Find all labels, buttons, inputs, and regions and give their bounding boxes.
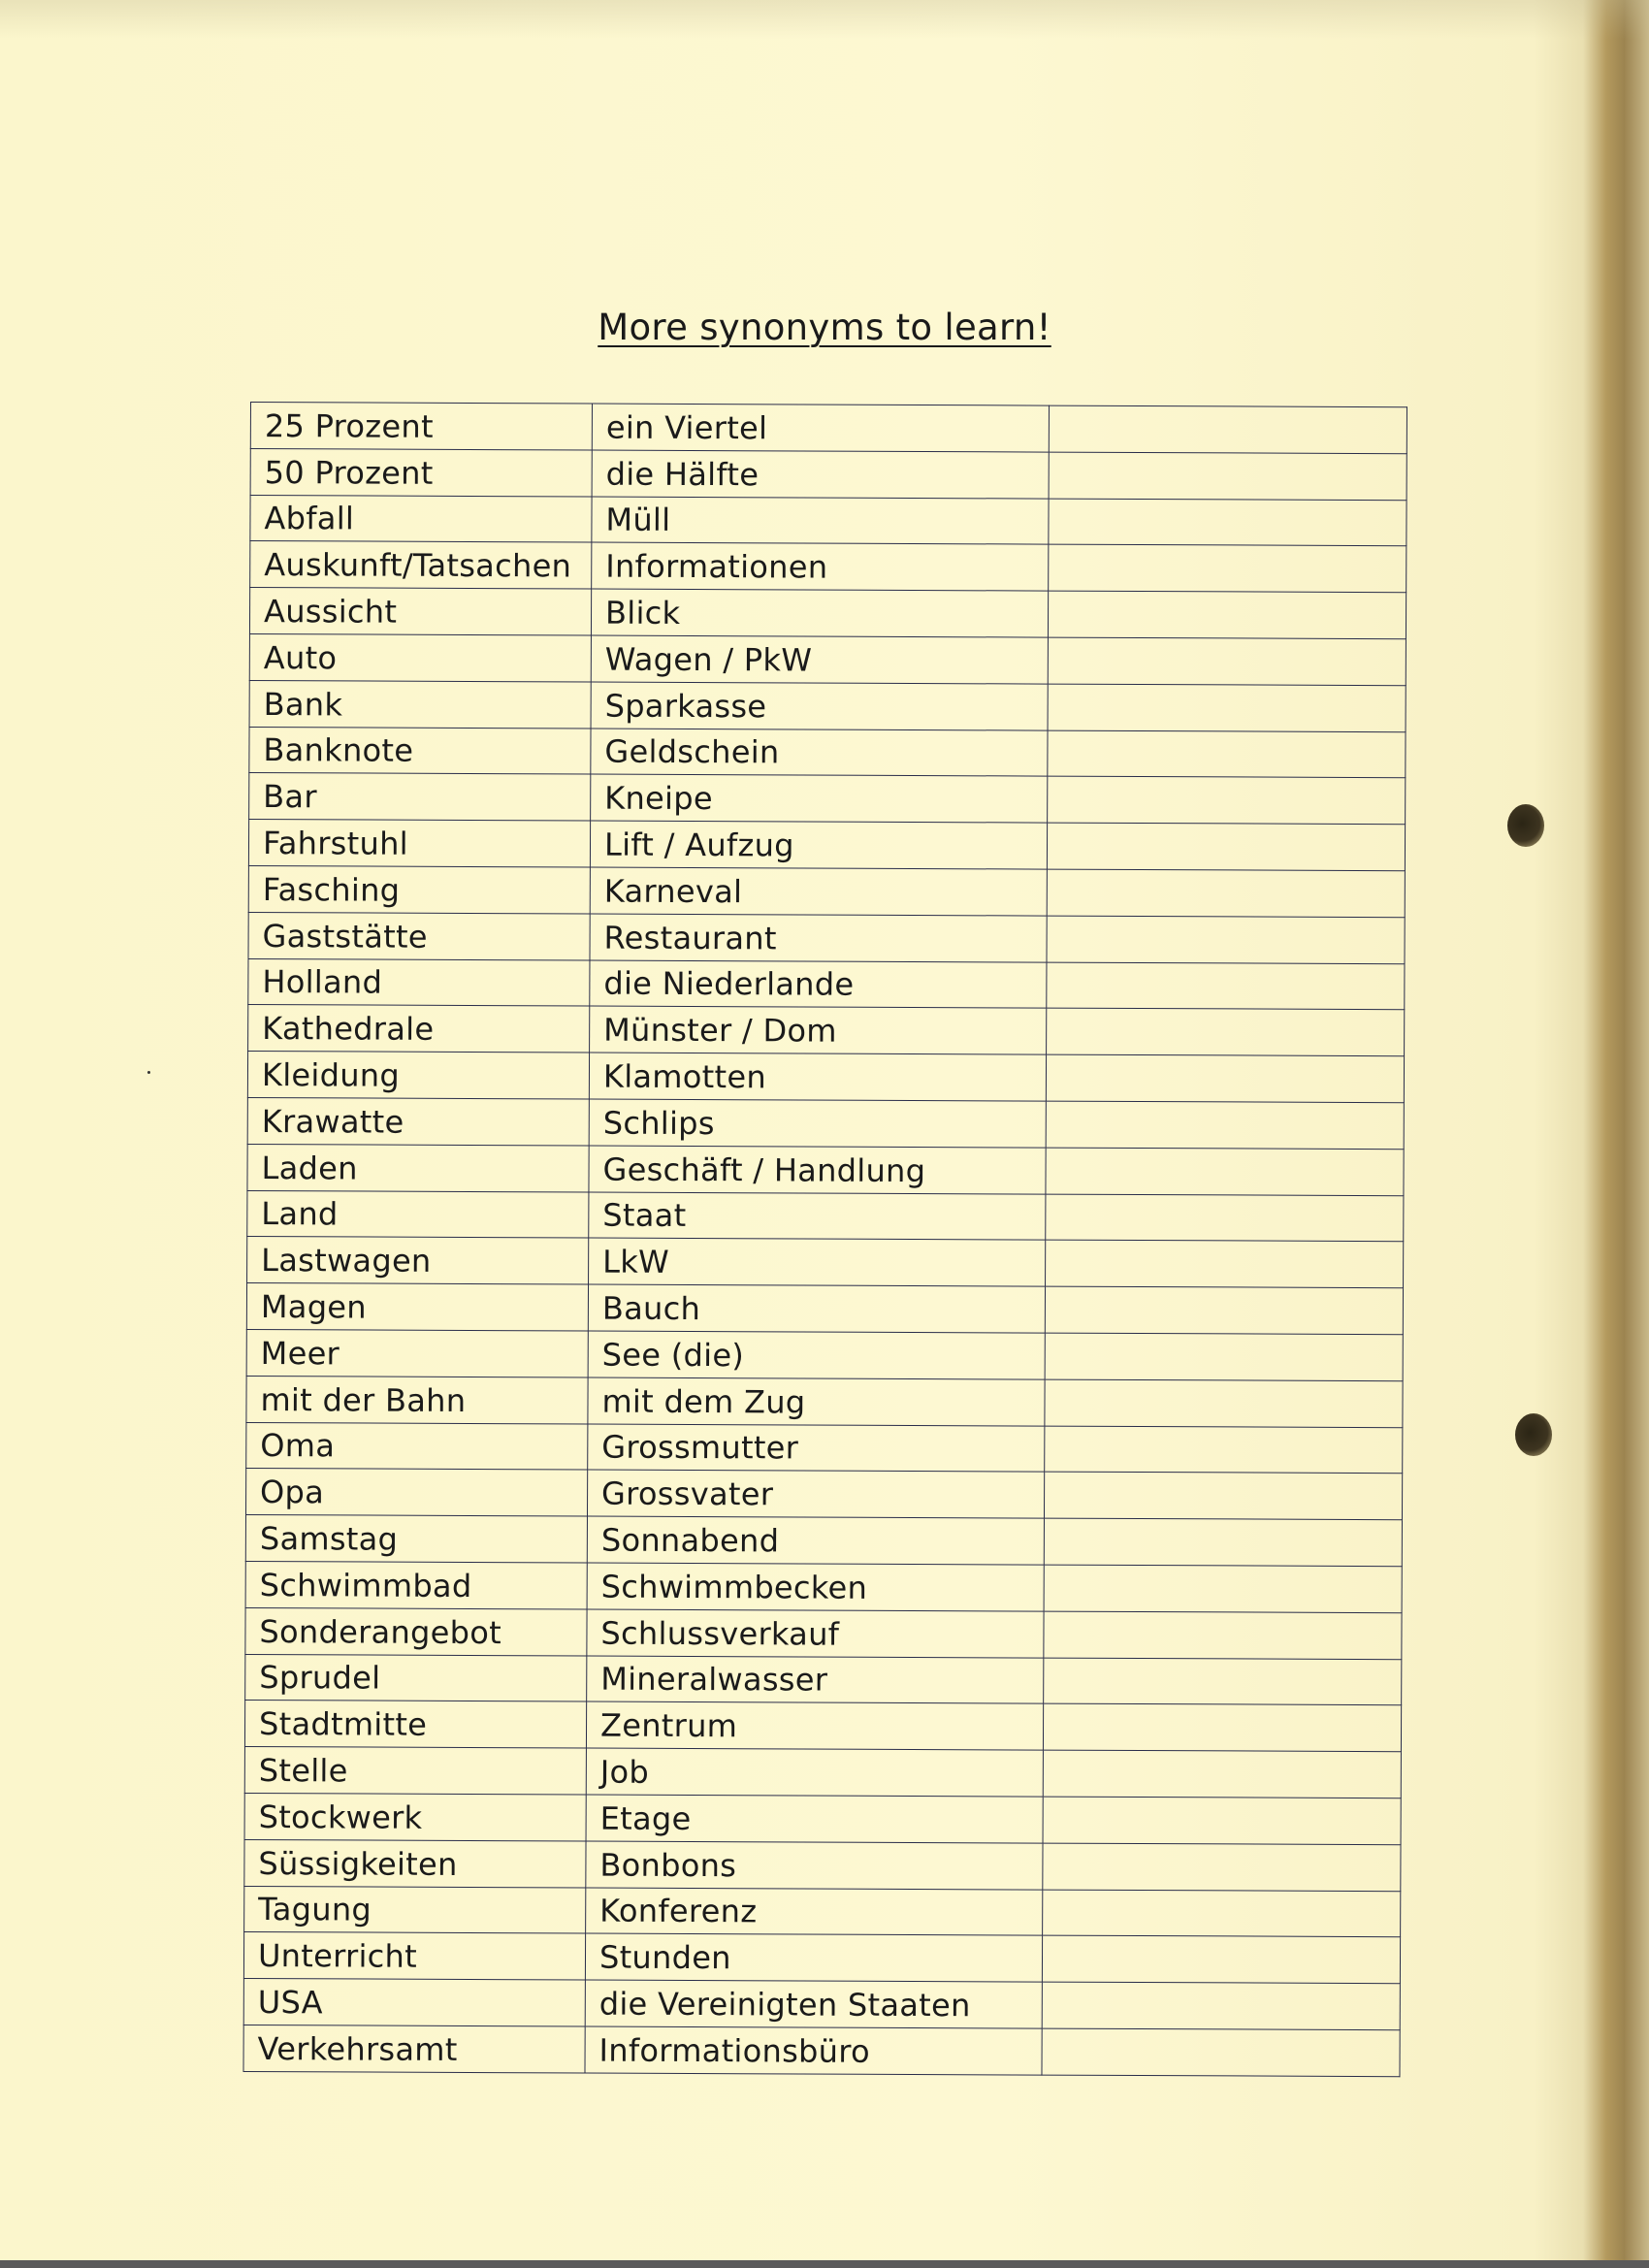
word-cell: Meer: [246, 1329, 588, 1377]
word-cell: Auto: [249, 633, 591, 681]
blank-cell: [1045, 1379, 1403, 1427]
blank-cell: [1044, 1565, 1402, 1612]
word-cell: Gaststätte: [248, 912, 590, 959]
word-cell: Samstag: [245, 1515, 587, 1563]
blank-cell: [1048, 637, 1406, 685]
word-cell: Stadtmitte: [244, 1701, 586, 1748]
synonym-cell: Bauch: [588, 1284, 1045, 1333]
word-cell: Unterricht: [243, 1932, 585, 1980]
word-cell: Laden: [247, 1144, 589, 1191]
synonym-cell: Müll: [592, 497, 1049, 545]
word-cell: Sprudel: [245, 1654, 587, 1701]
table-row: [247, 1052, 1404, 1103]
scan-edge: [0, 2260, 1649, 2268]
table-row: [243, 2025, 1400, 2076]
table-row: [243, 1932, 1400, 1984]
synonym-cell: Restaurant: [590, 914, 1047, 962]
blank-cell: [1049, 452, 1406, 500]
blank-cell: [1042, 1935, 1400, 1983]
synonym-cell: Zentrum: [586, 1701, 1043, 1750]
blank-cell: [1046, 1194, 1404, 1242]
synonym-cell: Grossvater: [587, 1470, 1044, 1518]
synonym-cell: Schlips: [589, 1099, 1046, 1148]
table-row: [247, 1144, 1404, 1195]
synonym-cell: Mineralwasser: [587, 1656, 1044, 1704]
synonym-cell: Kneipe: [591, 774, 1048, 823]
word-cell: Sonderangebot: [245, 1607, 587, 1655]
blank-cell: [1043, 1750, 1401, 1798]
table-row: [248, 958, 1405, 1010]
synonym-cell: Geschäft / Handlung: [589, 1146, 1046, 1194]
table-row: [248, 865, 1405, 917]
word-cell: Lastwagen: [247, 1237, 589, 1284]
blank-cell: [1042, 1982, 1400, 2029]
blank-cell: [1046, 1148, 1404, 1195]
synonym-cell: Stunden: [585, 1933, 1042, 1982]
blank-cell: [1044, 1658, 1402, 1705]
synonym-table: [242, 402, 1407, 2077]
word-cell: Kleidung: [247, 1052, 589, 1099]
blank-cell: [1045, 1333, 1403, 1380]
word-cell: Kathedrale: [248, 1005, 590, 1053]
synonym-cell: ein Viertel: [592, 404, 1049, 452]
table-row: [244, 1886, 1401, 1937]
synonym-cell: Informationsbüro: [585, 2026, 1042, 2075]
word-cell: Stockwerk: [244, 1793, 586, 1840]
word-cell: Bank: [249, 680, 591, 728]
synonym-cell: Konferenz: [586, 1888, 1043, 1936]
table-row: [248, 820, 1405, 871]
blank-cell: [1049, 499, 1406, 546]
word-cell: Holland: [248, 958, 590, 1006]
blank-cell: [1043, 1703, 1401, 1751]
table-row: [246, 1376, 1403, 1427]
word-cell: Verkehrsamt: [243, 2025, 585, 2072]
punch-hole: [1515, 1413, 1552, 1456]
synonym-cell: die Niederlande: [590, 960, 1047, 1009]
table-row: [249, 588, 1406, 639]
table-row: [246, 1422, 1403, 1474]
blank-cell: [1048, 591, 1406, 638]
word-cell: Land: [247, 1190, 589, 1238]
speck: [147, 1071, 150, 1074]
word-cell: mit der Bahn: [246, 1376, 588, 1423]
synonym-cell: Bonbons: [586, 1841, 1043, 1890]
word-cell: Fasching: [248, 865, 590, 913]
word-cell: USA: [243, 1979, 585, 2026]
word-cell: Bar: [249, 773, 591, 821]
blank-cell: [1047, 1008, 1405, 1055]
word-cell: 50 Prozent: [250, 448, 592, 496]
blank-cell: [1043, 1797, 1401, 1844]
table-row: [249, 727, 1406, 778]
table-row: [247, 1190, 1404, 1242]
title-text: More synonyms to learn!: [598, 307, 1051, 348]
table-row: [245, 1515, 1402, 1567]
table-row: [248, 912, 1405, 963]
table-row: [247, 1097, 1404, 1149]
table-row: [250, 403, 1406, 454]
synonym-cell: Staat: [589, 1192, 1046, 1241]
table-row: [249, 680, 1406, 731]
blank-cell: [1045, 1426, 1403, 1474]
blank-cell: [1049, 405, 1406, 453]
blank-cell: [1049, 544, 1406, 592]
word-cell: Schwimmbad: [245, 1561, 587, 1608]
synonym-cell: Schwimmbecken: [587, 1563, 1044, 1611]
blank-cell: [1048, 776, 1406, 824]
synonym-cell: mit dem Zug: [588, 1377, 1045, 1426]
table-row: [244, 1747, 1401, 1798]
blank-cell: [1048, 730, 1406, 778]
blank-cell: [1046, 1054, 1404, 1102]
table-row: [245, 1654, 1402, 1705]
page-title: [0, 307, 1649, 348]
synonym-cell: See (die): [588, 1331, 1045, 1379]
table-row: [246, 1283, 1403, 1335]
word-cell: Oma: [246, 1422, 588, 1470]
word-cell: Opa: [245, 1469, 587, 1516]
blank-cell: [1047, 962, 1405, 1010]
word-cell: Krawatte: [247, 1097, 589, 1145]
blank-cell: [1045, 1286, 1403, 1334]
blank-cell: [1044, 1518, 1402, 1566]
table-row: [244, 1839, 1401, 1891]
word-cell: Tagung: [244, 1886, 586, 1933]
synonym-cell: die Hälfte: [592, 450, 1049, 499]
table-row: [245, 1469, 1402, 1520]
table-row: [245, 1607, 1402, 1659]
blank-cell: [1047, 823, 1405, 870]
synonym-cell: Klamotten: [589, 1053, 1046, 1101]
blank-cell: [1044, 1611, 1402, 1659]
table-row: [249, 633, 1406, 685]
table-row: [244, 1701, 1401, 1752]
word-cell: Fahrstuhl: [248, 820, 590, 867]
synonym-cell: Münster / Dom: [590, 1006, 1047, 1054]
table-row: [250, 541, 1406, 593]
synonym-cell: Lift / Aufzug: [590, 821, 1047, 869]
table-row: [245, 1561, 1402, 1612]
synonym-cell: die Vereinigten Staaten: [585, 1980, 1042, 2028]
table-row: [243, 1979, 1400, 2030]
word-cell: Banknote: [249, 727, 591, 774]
synonym-cell: Geldschein: [591, 729, 1048, 777]
blank-cell: [1044, 1472, 1402, 1519]
blank-cell: [1048, 684, 1406, 731]
scan-shadow: [0, 0, 1649, 39]
synonym-cell: Karneval: [590, 867, 1047, 916]
table-row: [244, 1793, 1401, 1844]
synonym-cell: Blick: [591, 589, 1048, 637]
word-cell: Magen: [246, 1283, 588, 1331]
synonym-cell: Etage: [586, 1795, 1043, 1843]
synonym-cell: Wagen / PkW: [591, 635, 1048, 684]
synonym-cell: Grossmutter: [588, 1424, 1045, 1473]
word-cell: Stelle: [244, 1747, 586, 1795]
table-row: [247, 1237, 1404, 1288]
punch-hole: [1507, 804, 1544, 847]
synonym-cell: Schlussverkauf: [587, 1609, 1044, 1658]
table-row: [250, 448, 1406, 500]
synonym-cell: Job: [586, 1748, 1043, 1797]
word-cell: Aussicht: [249, 588, 591, 635]
word-cell: Abfall: [250, 495, 592, 542]
blank-cell: [1043, 1890, 1401, 1937]
blank-cell: [1046, 1240, 1404, 1287]
blank-cell: [1047, 916, 1405, 963]
blank-cell: [1042, 2028, 1400, 2076]
synonym-cell: Sparkasse: [591, 682, 1048, 730]
synonym-cell: Sonnabend: [587, 1516, 1044, 1565]
synonym-table-body: [243, 403, 1406, 2077]
blank-cell: [1046, 1101, 1404, 1149]
blank-cell: [1047, 869, 1405, 917]
blank-cell: [1043, 1843, 1401, 1891]
synonym-cell: Informationen: [592, 542, 1049, 591]
table-row: [250, 495, 1406, 546]
word-cell: 25 Prozent: [250, 403, 592, 450]
table-row: [248, 1005, 1405, 1056]
table-row: [249, 773, 1406, 825]
word-cell: Süssigkeiten: [244, 1839, 586, 1887]
table-row: [246, 1329, 1403, 1380]
synonym-cell: LkW: [589, 1238, 1046, 1286]
word-cell: Auskunft/Tatsachen: [250, 541, 592, 589]
